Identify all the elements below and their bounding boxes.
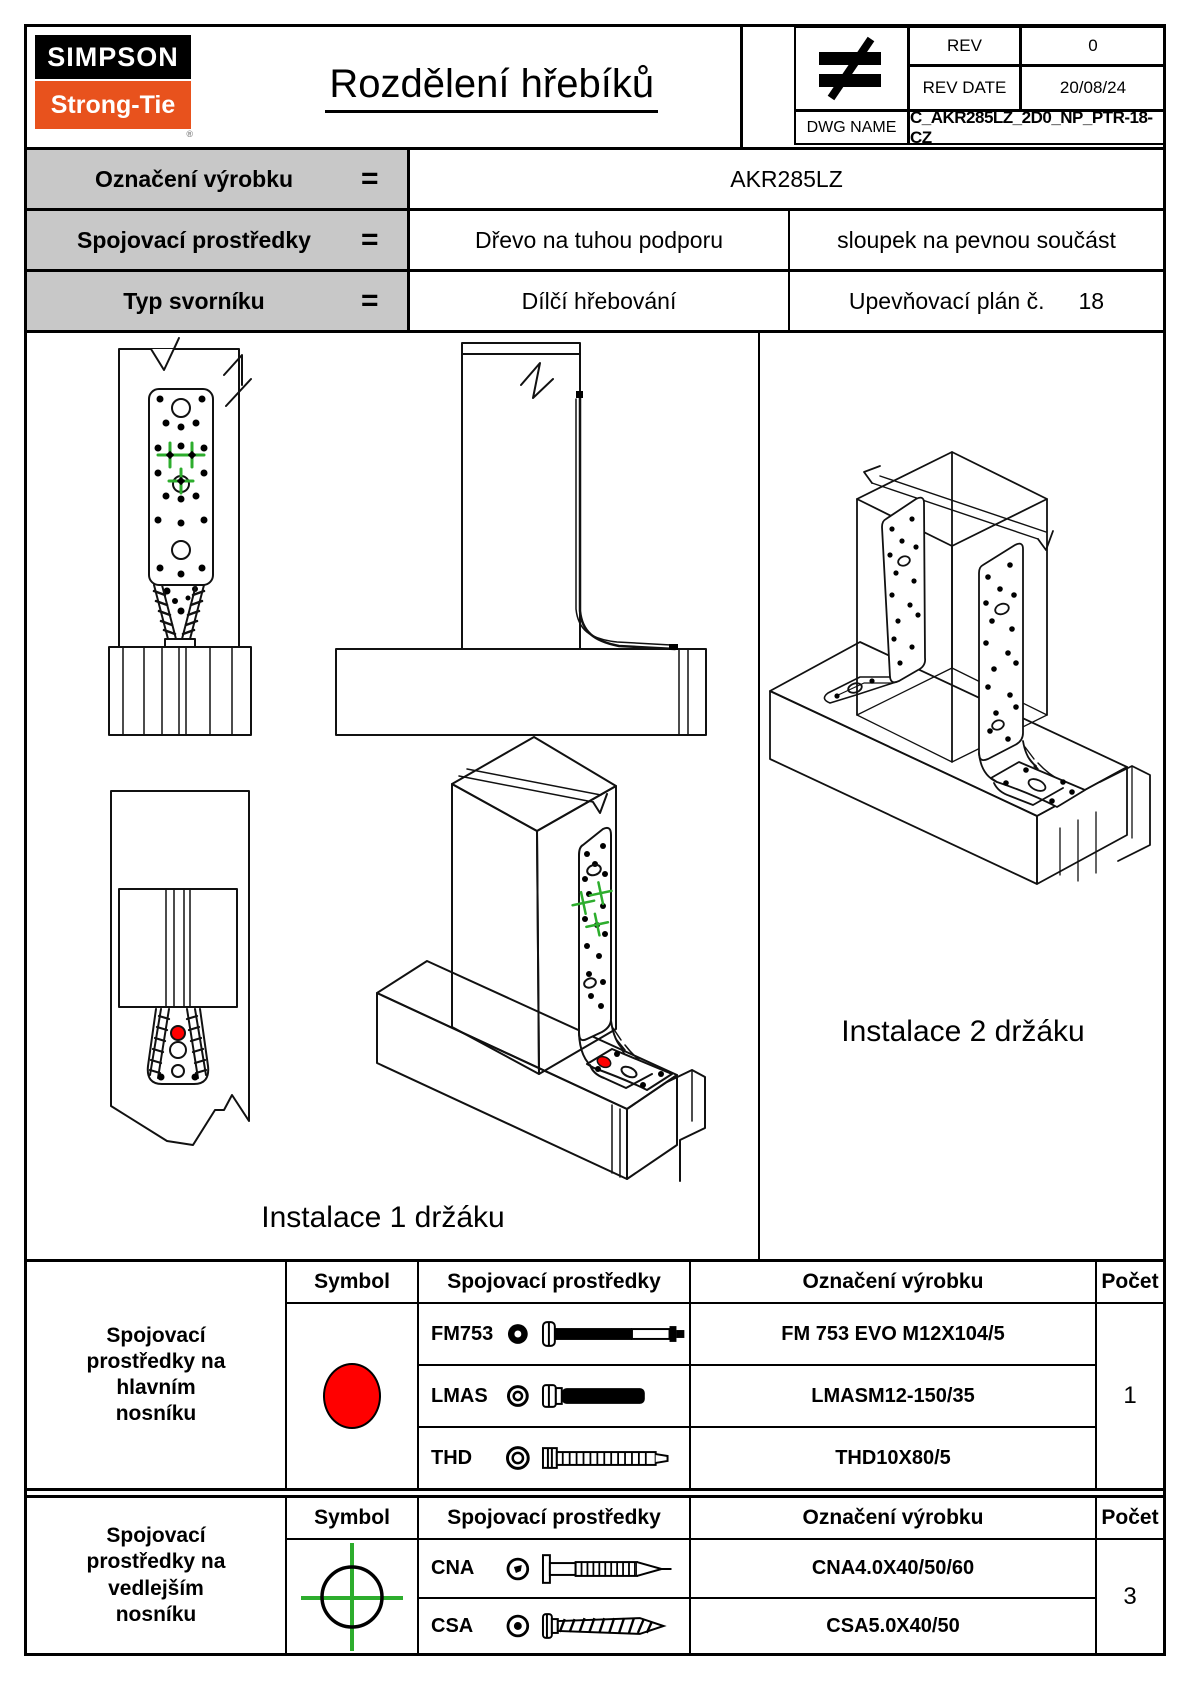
rev-value: 0 bbox=[1020, 26, 1166, 66]
title-block-header bbox=[27, 27, 1163, 150]
rev-date-label: REV DATE bbox=[908, 65, 1021, 111]
main-table-group-label: Spojovací prostředky na hlavním nosníku bbox=[27, 1262, 285, 1488]
col-header-product: Označení výrobku bbox=[691, 1262, 1095, 1302]
fasteners-value-1: Dřevo na tuhou podporu bbox=[410, 211, 790, 269]
product-cell: CNA4.0X40/50/60 bbox=[691, 1540, 1095, 1597]
product-cell: CSA5.0X40/50 bbox=[691, 1599, 1095, 1653]
fastener-row-lmas bbox=[419, 1366, 689, 1426]
secondary-fastener-table bbox=[27, 1498, 1163, 1653]
revision-block bbox=[743, 27, 1163, 147]
registered-mark: ® bbox=[186, 129, 193, 139]
fasteners-value-2: sloupek na pevnou součást bbox=[837, 226, 1116, 253]
product-cell: LMASM12-150/35 bbox=[691, 1366, 1095, 1426]
secondary-fastener-marks bbox=[158, 443, 204, 493]
equals-sign: = bbox=[361, 284, 379, 317]
col-header-count: Počet bbox=[1097, 1498, 1163, 1538]
csa-screw-icon bbox=[541, 1606, 689, 1646]
product-value: AKR285LZ bbox=[730, 165, 843, 192]
fastener-code: CSA bbox=[431, 1614, 474, 1637]
col-header-symbol: Symbol bbox=[287, 1262, 417, 1302]
brand-logo bbox=[27, 27, 244, 147]
drawing-area bbox=[27, 333, 1163, 1262]
info-row-fasteners bbox=[27, 211, 1163, 272]
fastener-code: LMAS bbox=[431, 1384, 488, 1407]
fastener-code: FM753 bbox=[431, 1322, 494, 1345]
not-equal-icon-svg bbox=[811, 36, 891, 102]
sheet-frame bbox=[24, 24, 1166, 1656]
fastener-row-fm753 bbox=[419, 1304, 689, 1364]
secondary-table-group-label: Spojovací prostředky na vedlejším nosníku bbox=[27, 1498, 285, 1653]
left-views-drawing bbox=[27, 333, 758, 1259]
col-header-count: Počet bbox=[1097, 1262, 1163, 1302]
bolt-type-value: Dílčí hřebování bbox=[410, 272, 790, 330]
sheet-title: Rozdělení hřebíků bbox=[325, 62, 658, 113]
fm753-head-icon bbox=[505, 1321, 531, 1347]
equals-sign: = bbox=[361, 162, 379, 195]
drawing-panel-left bbox=[27, 333, 760, 1259]
cna-nail-icon bbox=[541, 1549, 689, 1589]
bottom-view-drawing bbox=[111, 791, 249, 1145]
secondary-count-cell: 3 bbox=[1097, 1540, 1163, 1653]
fastener-row-csa bbox=[419, 1599, 689, 1653]
fasteners-label-cell bbox=[27, 211, 410, 269]
col-header-product: Označení výrobku bbox=[691, 1498, 1095, 1538]
fasteners-label: Spojovací prostředky bbox=[77, 226, 311, 253]
thd-head-icon bbox=[505, 1445, 531, 1471]
iso-install-2-drawing bbox=[760, 333, 1163, 1259]
dwg-name-value: C_AKR285LZ_2D0_NP_PTR-18-CZ bbox=[908, 110, 1166, 145]
revision-table bbox=[795, 27, 1166, 145]
sheet-title-cell bbox=[244, 27, 743, 147]
product-cell: THD10X80/5 bbox=[691, 1428, 1095, 1488]
table-separator bbox=[27, 1488, 1163, 1498]
fastener-code: CNA bbox=[431, 1557, 475, 1579]
lmas-bolt-icon bbox=[541, 1376, 689, 1416]
side-view-drawing bbox=[336, 343, 706, 735]
rev-date-value: 20/08/24 bbox=[1020, 65, 1166, 111]
product-label: Označení výrobku bbox=[94, 165, 294, 192]
green-crosshair-icon bbox=[293, 1541, 411, 1653]
main-fastener-mark bbox=[171, 1026, 185, 1040]
secondary-symbol-cell bbox=[287, 1540, 417, 1653]
main-fastener-table bbox=[27, 1262, 1163, 1488]
fixing-plan-number: 18 bbox=[1078, 287, 1105, 314]
drawing-panel-right bbox=[760, 333, 1163, 1259]
caption-installation-2: Instalace 2 držáku bbox=[841, 1015, 1085, 1048]
front-view-drawing bbox=[109, 338, 251, 735]
brand-logo-bottom bbox=[35, 81, 193, 139]
csa-head-icon bbox=[505, 1613, 531, 1639]
caption-installation-1: Instalace 1 držáku bbox=[261, 1201, 505, 1234]
cna-head-icon bbox=[505, 1556, 531, 1582]
fastener-row-thd bbox=[419, 1428, 689, 1488]
main-symbol-cell bbox=[287, 1304, 417, 1488]
fastener-code: THD bbox=[431, 1446, 473, 1469]
fixing-plan-label: Upevňovací plán č. bbox=[848, 287, 1045, 314]
bracket-2 bbox=[979, 544, 1085, 807]
fm753-bolt-icon bbox=[541, 1314, 689, 1354]
dwg-name-label: DWG NAME bbox=[794, 110, 909, 145]
thd-bolt-icon bbox=[541, 1438, 689, 1478]
brand-logo-bottom-text: Strong-Tie bbox=[50, 90, 176, 119]
lmas-head-icon bbox=[505, 1383, 531, 1409]
red-circle-icon bbox=[323, 1363, 381, 1429]
col-header-symbol: Symbol bbox=[287, 1498, 417, 1538]
main-count-cell: 1 bbox=[1097, 1304, 1163, 1488]
fastener-row-cna bbox=[419, 1540, 689, 1597]
rev-label: REV bbox=[908, 26, 1021, 66]
info-row-bolt-type bbox=[27, 272, 1163, 333]
col-header-fastener: Spojovací prostředky bbox=[419, 1498, 689, 1538]
brand-logo-top: SIMPSON bbox=[35, 35, 191, 79]
info-row-product bbox=[27, 150, 1163, 211]
fixing-plan-cell bbox=[790, 272, 1163, 330]
not-equal-icon bbox=[794, 26, 909, 111]
iso-install-1-drawing bbox=[377, 737, 705, 1181]
product-cell: FM 753 EVO M12X104/5 bbox=[691, 1304, 1095, 1364]
col-header-fastener: Spojovací prostředky bbox=[419, 1262, 689, 1302]
equals-sign: = bbox=[361, 223, 379, 256]
bolt-type-label: Typ svorníku bbox=[123, 287, 265, 314]
bracket-1 bbox=[824, 498, 925, 705]
bolt-type-label-cell bbox=[27, 272, 410, 330]
product-label-cell bbox=[27, 150, 410, 208]
